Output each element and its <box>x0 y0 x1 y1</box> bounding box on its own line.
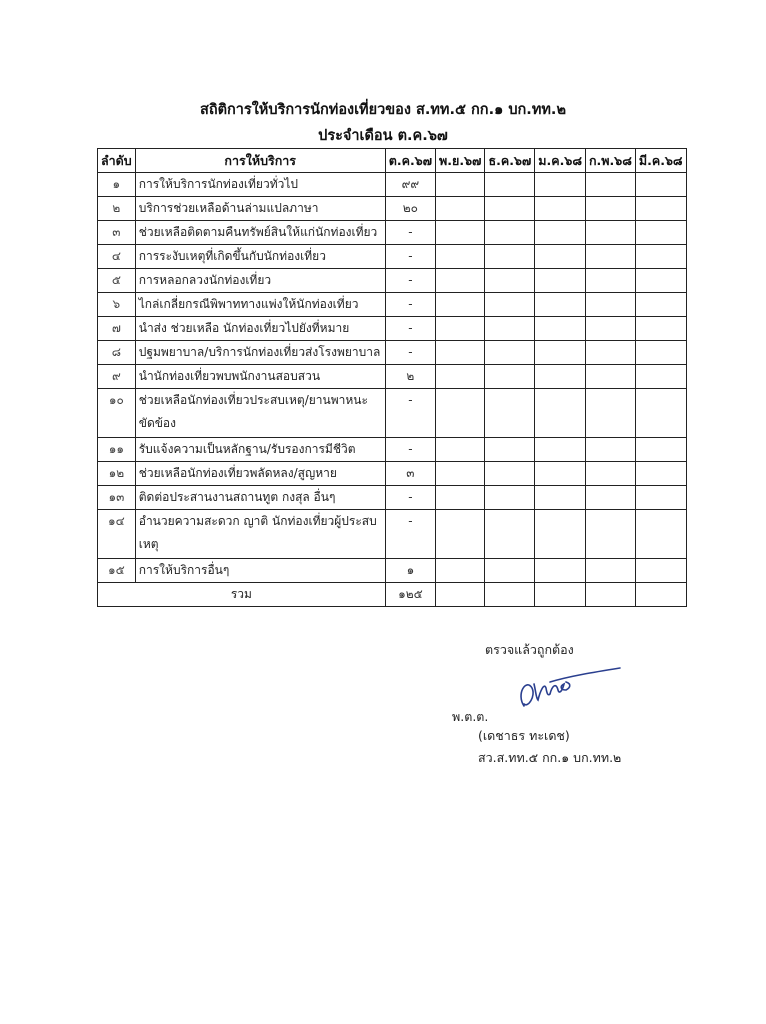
header-month-oct67: ต.ค.๖๗ <box>385 149 435 173</box>
empty-cell <box>585 245 635 269</box>
empty-cell <box>585 197 635 221</box>
empty-cell <box>535 317 586 341</box>
empty-cell <box>535 510 586 559</box>
empty-cell <box>485 365 535 389</box>
empty-cell <box>485 269 535 293</box>
empty-cell <box>436 317 485 341</box>
row-oct-value: ๑ <box>385 559 435 583</box>
empty-cell <box>535 462 586 486</box>
table-row <box>98 317 687 341</box>
table-row <box>98 559 687 583</box>
empty-cell <box>635 221 686 245</box>
row-no: ๗ <box>98 317 136 341</box>
row-service: ช่วยเหลือนักท่องเที่ยวพลัดหลง/สูญหาย <box>135 462 385 486</box>
header-month-feb68: ก.พ.๖๘ <box>585 149 635 173</box>
row-oct-value: - <box>385 269 435 293</box>
row-no: ๙ <box>98 365 136 389</box>
empty-cell <box>535 438 586 462</box>
table-row <box>98 341 687 365</box>
row-no: ๑๕ <box>98 559 136 583</box>
table-row <box>98 269 687 293</box>
empty-cell <box>585 293 635 317</box>
empty-cell <box>535 341 586 365</box>
row-service: ปฐมพยาบาล/บริการนักท่องเที่ยวส่งโรงพยาบาล <box>135 341 385 365</box>
header-month-mar68: มี.ค.๖๘ <box>635 149 686 173</box>
verified-label: ตรวจแล้วถูกต้อง <box>485 642 574 657</box>
empty-cell <box>635 197 686 221</box>
empty-cell <box>485 221 535 245</box>
row-oct-value: - <box>385 293 435 317</box>
document-subtitle: ประจำเดือน ต.ค.๖๗ <box>318 128 448 144</box>
row-oct-value: - <box>385 389 435 438</box>
row-oct-value: - <box>385 341 435 365</box>
empty-cell <box>585 173 635 197</box>
table-row <box>98 173 687 197</box>
empty-cell <box>585 341 635 365</box>
total-label: รวม <box>98 583 386 607</box>
statistics-table <box>97 148 687 607</box>
empty-cell <box>485 559 535 583</box>
row-no: ๕ <box>98 269 136 293</box>
signature-icon <box>510 664 622 716</box>
row-oct-value: - <box>385 510 435 559</box>
row-service: ช่วยเหลือนักท่องเที่ยวประสบเหตุ/ยานพาหนะขัดข้อง <box>135 389 385 438</box>
table-header-row <box>98 149 687 173</box>
header-service: การให้บริการ <box>135 149 385 173</box>
row-service: นำส่ง ช่วยเหลือ นักท่องเที่ยวไปยังที่หมาย <box>135 317 385 341</box>
row-no: ๑๐ <box>98 389 136 438</box>
empty-cell <box>436 510 485 559</box>
row-oct-value: ๙๙ <box>385 173 435 197</box>
empty-cell <box>535 197 586 221</box>
empty-cell <box>585 462 635 486</box>
empty-cell <box>635 245 686 269</box>
empty-cell <box>635 462 686 486</box>
empty-cell <box>585 317 635 341</box>
empty-cell <box>635 173 686 197</box>
row-no: ๘ <box>98 341 136 365</box>
row-service: การให้บริการนักท่องเที่ยวทั่วไป <box>135 173 385 197</box>
table-row <box>98 293 687 317</box>
empty-cell <box>436 269 485 293</box>
empty-cell <box>436 583 485 607</box>
empty-cell <box>635 293 686 317</box>
empty-cell <box>436 221 485 245</box>
empty-cell <box>436 245 485 269</box>
row-service: รับแจ้งความเป็นหลักฐาน/รับรองการมีชีวิต <box>135 438 385 462</box>
row-no: ๑ <box>98 173 136 197</box>
row-oct-value: ๒ <box>385 365 435 389</box>
empty-cell <box>585 583 635 607</box>
header-no: ลำดับ <box>98 149 136 173</box>
empty-cell <box>485 462 535 486</box>
row-service: ช่วยเหลือติดตามคืนทรัพย์สินให้แก่นักท่องเที่ยว <box>135 221 385 245</box>
empty-cell <box>436 389 485 438</box>
empty-cell <box>535 365 586 389</box>
row-service: บริการช่วยเหลือด้านล่ามแปลภาษา <box>135 197 385 221</box>
empty-cell <box>535 559 586 583</box>
table-row <box>98 438 687 462</box>
empty-cell <box>436 438 485 462</box>
row-service: การระงับเหตุที่เกิดขึ้นกับนักท่องเที่ยว <box>135 245 385 269</box>
row-oct-value: - <box>385 317 435 341</box>
table-row <box>98 486 687 510</box>
empty-cell <box>635 269 686 293</box>
table-row <box>98 221 687 245</box>
row-oct-value: - <box>385 221 435 245</box>
empty-cell <box>635 365 686 389</box>
empty-cell <box>635 510 686 559</box>
empty-cell <box>635 486 686 510</box>
table-total-row <box>98 583 687 607</box>
row-service: การหลอกลวงนักท่องเที่ยว <box>135 269 385 293</box>
table-row <box>98 245 687 269</box>
row-oct-value: - <box>385 486 435 510</box>
empty-cell <box>485 486 535 510</box>
empty-cell <box>585 389 635 438</box>
header-month-nov67: พ.ย.๖๗ <box>436 149 485 173</box>
empty-cell <box>635 583 686 607</box>
row-oct-value: ๓ <box>385 462 435 486</box>
empty-cell <box>585 438 635 462</box>
row-service: อำนวยความสะดวก ญาติ นักท่องเที่ยวผู้ประสบเหตุ <box>135 510 385 559</box>
empty-cell <box>485 317 535 341</box>
empty-cell <box>585 559 635 583</box>
empty-cell <box>535 486 586 510</box>
signer-position: สว.ส.ทท.๕ กก.๑ บก.ทท.๒ <box>478 750 622 765</box>
empty-cell <box>635 341 686 365</box>
row-no: ๒ <box>98 197 136 221</box>
header-month-jan68: ม.ค.๖๘ <box>535 149 586 173</box>
table-row <box>98 389 687 438</box>
empty-cell <box>485 173 535 197</box>
empty-cell <box>635 559 686 583</box>
table-row <box>98 365 687 389</box>
empty-cell <box>436 173 485 197</box>
empty-cell <box>535 583 586 607</box>
empty-cell <box>436 486 485 510</box>
table-row <box>98 197 687 221</box>
table-row <box>98 510 687 559</box>
row-oct-value: - <box>385 438 435 462</box>
empty-cell <box>436 341 485 365</box>
empty-cell <box>535 173 586 197</box>
signer-name: (เดชาธร ทะเดช) <box>478 728 570 743</box>
row-service: ติดต่อประสานงานสถานทูต กงสุล อื่นๆ <box>135 486 385 510</box>
signer-rank: พ.ต.ต. <box>452 709 489 724</box>
row-no: ๑๓ <box>98 486 136 510</box>
empty-cell <box>485 438 535 462</box>
row-oct-value: - <box>385 245 435 269</box>
empty-cell <box>485 197 535 221</box>
empty-cell <box>585 365 635 389</box>
empty-cell <box>535 245 586 269</box>
total-oct-value: ๑๒๕ <box>385 583 435 607</box>
empty-cell <box>485 583 535 607</box>
table-row <box>98 462 687 486</box>
row-oct-value: ๒๐ <box>385 197 435 221</box>
empty-cell <box>535 293 586 317</box>
empty-cell <box>535 221 586 245</box>
header-month-dec67: ธ.ค.๖๗ <box>485 149 535 173</box>
empty-cell <box>436 293 485 317</box>
empty-cell <box>585 510 635 559</box>
empty-cell <box>635 438 686 462</box>
empty-cell <box>635 317 686 341</box>
empty-cell <box>436 365 485 389</box>
row-no: ๓ <box>98 221 136 245</box>
row-no: ๑๒ <box>98 462 136 486</box>
empty-cell <box>436 462 485 486</box>
empty-cell <box>535 389 586 438</box>
row-no: ๑๑ <box>98 438 136 462</box>
empty-cell <box>485 510 535 559</box>
empty-cell <box>585 486 635 510</box>
empty-cell <box>436 559 485 583</box>
empty-cell <box>585 269 635 293</box>
empty-cell <box>485 245 535 269</box>
row-no: ๖ <box>98 293 136 317</box>
empty-cell <box>485 293 535 317</box>
empty-cell <box>585 221 635 245</box>
empty-cell <box>485 341 535 365</box>
empty-cell <box>485 389 535 438</box>
empty-cell <box>436 197 485 221</box>
empty-cell <box>635 389 686 438</box>
row-no: ๔ <box>98 245 136 269</box>
empty-cell <box>535 269 586 293</box>
row-service: นำนักท่องเที่ยวพบพนักงานสอบสวน <box>135 365 385 389</box>
document-title: สถิติการให้บริการนักท่องเที่ยวของ ส.ทท.๕ กก.๑ บก.ทท.๒ <box>199 102 567 118</box>
row-no: ๑๔ <box>98 510 136 559</box>
row-service: การให้บริการอื่นๆ <box>135 559 385 583</box>
row-service: ไกล่เกลี่ยกรณีพิพาททางแพ่งให้นักท่องเที่ยว <box>135 293 385 317</box>
